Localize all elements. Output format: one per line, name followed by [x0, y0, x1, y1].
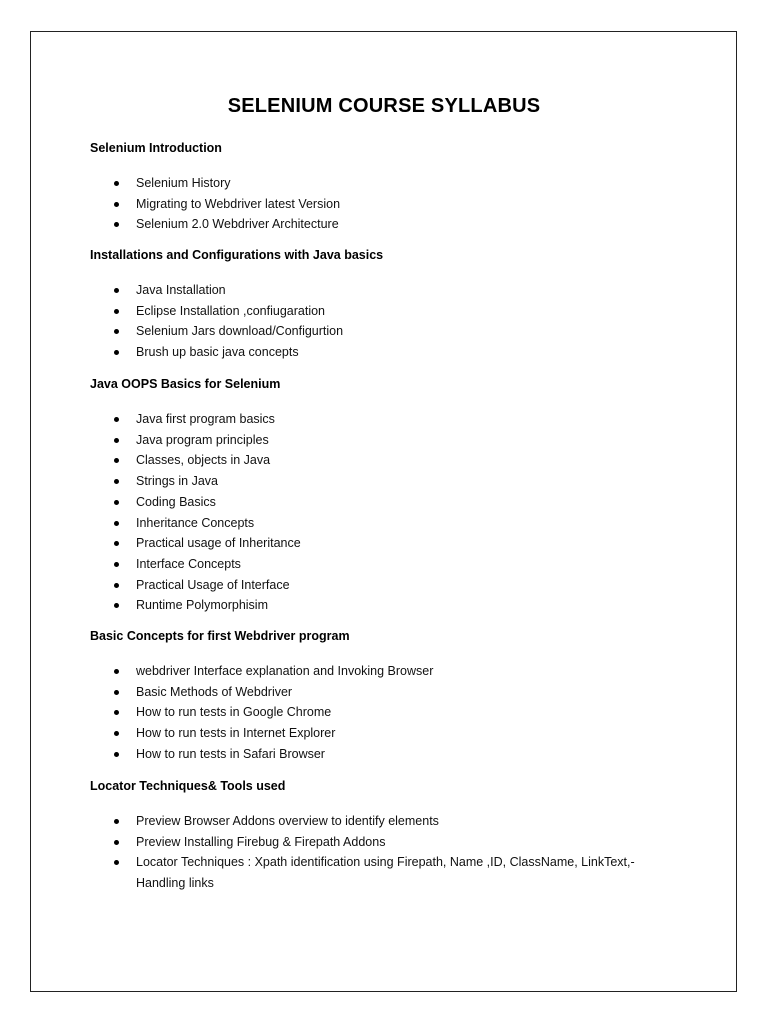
list-item [90, 554, 710, 575]
list-item-text: Practical Usage of Interface [136, 577, 290, 592]
list-item [90, 595, 710, 616]
list-item [90, 492, 710, 513]
section-heading: Java OOPS Basics for Selenium [90, 377, 281, 391]
section-selenium-introduction [90, 140, 710, 235]
list-item [90, 832, 650, 853]
section-heading: Locator Techniques& Tools used [90, 779, 286, 793]
list-item [90, 430, 710, 451]
bullet-icon [114, 690, 119, 695]
list-item-text: Eclipse Installation ,confiugaration [136, 303, 326, 318]
list-item-text: Java Installation [136, 283, 226, 297]
bullet-icon [114, 603, 119, 608]
list-item [90, 450, 710, 471]
section-java-oops-basics [90, 376, 710, 616]
list-item [90, 811, 650, 832]
bullet-icon [114, 541, 119, 546]
list-item-text: Classes, objects in Java [136, 453, 271, 468]
bullet-icon [114, 417, 119, 422]
list-item [90, 321, 710, 342]
list-item [90, 280, 710, 301]
item-list [90, 173, 710, 235]
bullet-icon [114, 583, 119, 588]
list-item-text: Runtime Polymorphisim [136, 598, 268, 613]
list-item-text: Java first program basics [136, 412, 275, 426]
bullet-icon [114, 840, 119, 845]
list-item [90, 301, 710, 322]
list-item [90, 409, 710, 430]
item-list [90, 811, 650, 894]
bullet-icon [114, 438, 119, 443]
list-item-text: How to run tests in Google Chrome [136, 705, 332, 720]
section-heading: Basic Concepts for first Webdriver program [90, 629, 350, 643]
bullet-icon [114, 752, 119, 757]
bullet-icon [114, 222, 119, 227]
list-item-text: Coding Basics [136, 494, 216, 509]
list-item [90, 723, 710, 744]
bullet-icon [114, 181, 119, 186]
list-item-text: Brush up basic java concepts [136, 345, 299, 360]
bullet-icon [114, 458, 119, 463]
bullet-icon [114, 350, 119, 355]
list-item [90, 471, 710, 492]
list-item-text: webdriver Interface explanation and Invoking Browser [136, 664, 434, 678]
list-item [90, 661, 710, 682]
bullet-icon [114, 329, 119, 334]
list-item [90, 575, 710, 596]
list-item [90, 513, 710, 534]
item-list [90, 661, 710, 765]
section-heading: Selenium Introduction [90, 141, 222, 155]
bullet-icon [114, 731, 119, 736]
list-item-text: Locator Techniques : Xpath identification using Firepath, Name ,ID, ClassName, LinkText,-Handling links [136, 855, 635, 891]
bullet-icon [114, 819, 119, 824]
list-item-text: Selenium History [136, 176, 231, 190]
list-item [90, 533, 710, 554]
section-basic-webdriver-concepts [90, 628, 710, 765]
bullet-icon [114, 479, 119, 484]
list-item [90, 342, 710, 363]
item-list [90, 409, 710, 616]
list-item-text: Migrating to Webdriver latest Version [136, 196, 341, 211]
bullet-icon [114, 500, 119, 505]
item-list [90, 280, 710, 363]
section-heading: Installations and Configurations with Java basics [90, 248, 384, 262]
bullet-icon [114, 288, 119, 293]
list-item [90, 702, 710, 723]
list-item [90, 214, 710, 235]
list-item-text: Practical usage of Inheritance [136, 536, 301, 551]
section-installations [90, 247, 710, 363]
document-title: SELENIUM COURSE SYLLABUS [227, 95, 541, 117]
list-item-text: Basic Methods of Webdriver [136, 684, 293, 699]
list-item-text: Interface Concepts [136, 556, 241, 571]
section-locator-techniques [90, 778, 710, 894]
list-item-text: Preview Installing Firebug & Firepath Addons [136, 834, 386, 849]
bullet-icon [114, 860, 119, 865]
list-item [90, 194, 710, 215]
bullet-icon [114, 202, 119, 207]
list-item [90, 173, 710, 194]
list-item-text: Selenium Jars download/Configurtion [136, 324, 344, 339]
bullet-icon [114, 669, 119, 674]
list-item-text: How to run tests in Internet Explorer [136, 726, 336, 741]
list-item-text: How to run tests in Safari Browser [136, 746, 325, 761]
list-item-text: Selenium 2.0 Webdriver Architecture [136, 217, 339, 232]
list-item-text: Strings in Java [136, 474, 218, 489]
bullet-icon [114, 521, 119, 526]
list-item-text: Inheritance Concepts [136, 515, 255, 530]
list-item [90, 744, 710, 765]
bullet-icon [114, 710, 119, 715]
bullet-icon [114, 562, 119, 567]
list-item [90, 852, 650, 893]
bullet-icon [114, 309, 119, 314]
list-item-text: Preview Browser Addons overview to identify elements [136, 814, 439, 828]
list-item-text: Java program principles [136, 432, 269, 447]
list-item [90, 682, 710, 703]
